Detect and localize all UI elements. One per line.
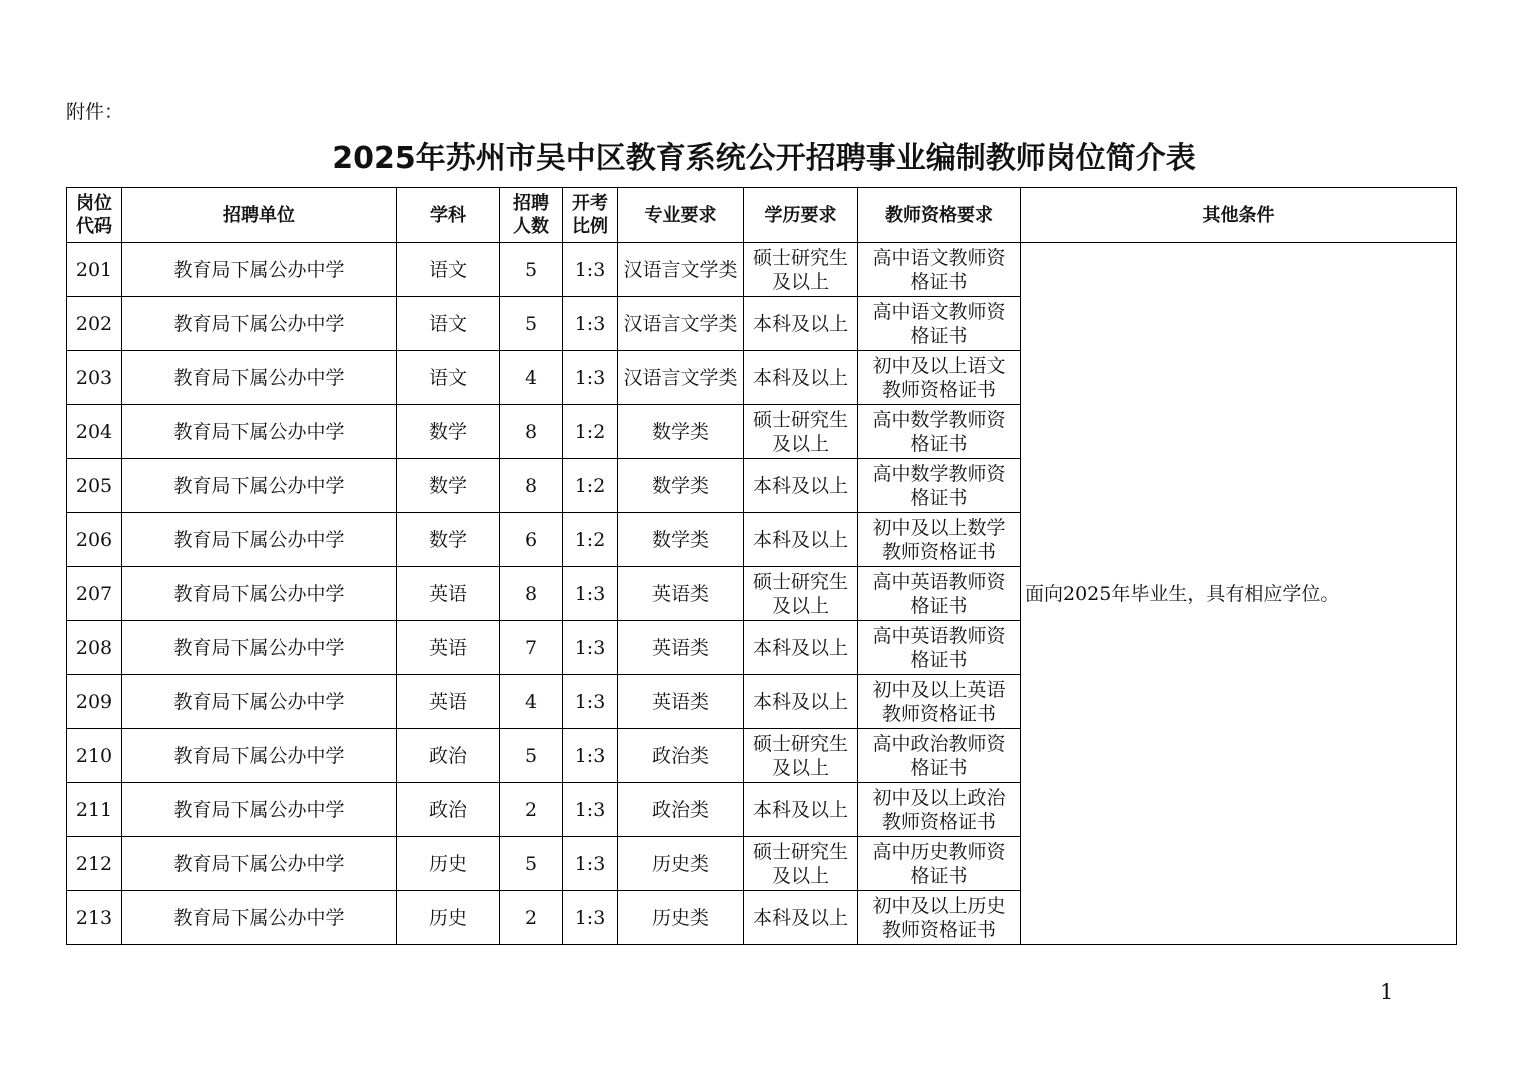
subject-cell: 历史 — [397, 837, 500, 891]
position-code-cell: 205 — [67, 459, 122, 513]
education-cell — [744, 405, 858, 459]
qualification-line1: 高中政治教师资 — [872, 732, 1006, 755]
header-exam-ratio-line2: 比例 — [572, 216, 608, 237]
qualification-line1: 高中英语教师资 — [872, 570, 1006, 593]
qualification-line2: 教师资格证书 — [881, 810, 996, 833]
major-cell: 数学类 — [618, 513, 744, 567]
education-line1: 本科及以上 — [752, 798, 848, 821]
subject-cell: 政治 — [397, 783, 500, 837]
major-cell: 数学类 — [618, 459, 744, 513]
qualification-line2: 格证书 — [910, 648, 968, 671]
recruiting-unit-cell: 教育局下属公办中学 — [122, 837, 397, 891]
education-cell — [744, 783, 858, 837]
qualification-cell — [858, 567, 1021, 621]
education-line2: 及以上 — [771, 864, 829, 887]
qualification-line1: 高中英语教师资 — [872, 624, 1006, 647]
education-cell — [744, 513, 858, 567]
major-cell: 英语类 — [618, 675, 744, 729]
education-line1: 本科及以上 — [752, 690, 848, 713]
education-cell — [744, 567, 858, 621]
recruiting-unit-cell: 教育局下属公办中学 — [122, 621, 397, 675]
qualification-cell — [858, 621, 1021, 675]
qualification-line1: 初中及以上历史 — [872, 894, 1006, 917]
qualification-line2: 教师资格证书 — [881, 378, 996, 401]
exam-ratio-cell: 1:3 — [563, 351, 618, 405]
major-cell: 政治类 — [618, 729, 744, 783]
qualification-line1: 初中及以上英语 — [872, 678, 1006, 701]
qualification-line2: 格证书 — [910, 756, 968, 779]
qualification-line2: 教师资格证书 — [881, 540, 996, 563]
recruit-count-cell: 8 — [500, 405, 563, 459]
qualification-cell — [858, 891, 1021, 945]
education-line1: 本科及以上 — [752, 366, 848, 389]
exam-ratio-cell: 1:3 — [563, 837, 618, 891]
recruiting-unit-cell: 教育局下属公办中学 — [122, 459, 397, 513]
exam-ratio-cell: 1:3 — [563, 243, 618, 297]
exam-ratio-cell: 1:3 — [563, 675, 618, 729]
major-cell: 英语类 — [618, 621, 744, 675]
qualification-line1: 高中数学教师资 — [872, 462, 1006, 485]
header-recruit-count-line1: 招聘 — [513, 193, 549, 214]
table-header — [67, 188, 1457, 243]
qualification-line1: 高中语文教师资 — [872, 300, 1006, 323]
position-code-cell: 209 — [67, 675, 122, 729]
position-code-cell: 202 — [67, 297, 122, 351]
exam-ratio-cell: 1:3 — [563, 891, 618, 945]
position-code-cell: 210 — [67, 729, 122, 783]
subject-cell: 语文 — [397, 297, 500, 351]
recruit-count-cell: 5 — [500, 729, 563, 783]
header-education: 学历要求 — [744, 188, 858, 243]
position-code-cell: 208 — [67, 621, 122, 675]
attachment-label: 附件： — [66, 101, 124, 123]
recruiting-unit-cell: 教育局下属公办中学 — [122, 297, 397, 351]
major-cell: 英语类 — [618, 567, 744, 621]
education-cell — [744, 459, 858, 513]
exam-ratio-cell: 1:2 — [563, 513, 618, 567]
table-body — [67, 243, 1457, 945]
qualification-cell — [858, 837, 1021, 891]
qualification-cell — [858, 729, 1021, 783]
qualification-cell — [858, 297, 1021, 351]
education-cell — [744, 243, 858, 297]
recruit-count-cell: 8 — [500, 459, 563, 513]
exam-ratio-cell: 1:3 — [563, 297, 618, 351]
page-number: 1 — [1380, 980, 1394, 1004]
recruiting-unit-cell: 教育局下属公办中学 — [122, 405, 397, 459]
recruit-count-cell: 4 — [500, 675, 563, 729]
position-code-cell: 207 — [67, 567, 122, 621]
position-code-cell: 201 — [67, 243, 122, 297]
recruiting-unit-cell: 教育局下属公办中学 — [122, 513, 397, 567]
education-line1: 本科及以上 — [752, 312, 848, 335]
qualification-cell — [858, 243, 1021, 297]
recruit-count-cell: 2 — [500, 783, 563, 837]
qualification-line2: 格证书 — [910, 594, 968, 617]
major-cell: 历史类 — [618, 891, 744, 945]
education-line1: 硕士研究生 — [752, 408, 848, 431]
education-line1: 本科及以上 — [752, 636, 848, 659]
education-line2: 及以上 — [771, 270, 829, 293]
education-line1: 硕士研究生 — [752, 570, 848, 593]
recruiting-unit-cell: 教育局下属公办中学 — [122, 675, 397, 729]
subject-cell: 英语 — [397, 567, 500, 621]
recruiting-unit-cell: 教育局下属公办中学 — [122, 243, 397, 297]
header-other-conditions: 其他条件 — [1021, 188, 1457, 243]
subject-cell: 语文 — [397, 351, 500, 405]
header-position-code-line1: 岗位 — [76, 193, 112, 214]
subject-cell: 数学 — [397, 405, 500, 459]
recruiting-unit-cell: 教育局下属公办中学 — [122, 729, 397, 783]
qualification-line1: 高中语文教师资 — [872, 246, 1006, 269]
qualification-line2: 格证书 — [910, 486, 968, 509]
education-line1: 硕士研究生 — [752, 246, 848, 269]
position-code-cell: 212 — [67, 837, 122, 891]
table-row — [67, 243, 1457, 297]
header-recruit-count — [500, 188, 563, 243]
qualification-line2: 教师资格证书 — [881, 702, 996, 725]
header-subject: 学科 — [397, 188, 500, 243]
qualification-line2: 教师资格证书 — [881, 918, 996, 941]
page-title: 2025年苏州市吴中区教育系统公开招聘事业编制教师岗位简介表 — [332, 141, 1196, 176]
exam-ratio-cell: 1:3 — [563, 729, 618, 783]
education-cell — [744, 675, 858, 729]
exam-ratio-cell: 1:2 — [563, 459, 618, 513]
position-code-cell: 204 — [67, 405, 122, 459]
header-position-code — [67, 188, 122, 243]
education-line1: 本科及以上 — [752, 528, 848, 551]
recruiting-unit-cell: 教育局下属公办中学 — [122, 783, 397, 837]
recruit-count-cell: 5 — [500, 297, 563, 351]
education-line1: 硕士研究生 — [752, 840, 848, 863]
exam-ratio-cell: 1:3 — [563, 621, 618, 675]
recruit-count-cell: 4 — [500, 351, 563, 405]
header-exam-ratio — [563, 188, 618, 243]
qualification-cell — [858, 405, 1021, 459]
education-line2: 及以上 — [771, 594, 829, 617]
exam-ratio-cell: 1:3 — [563, 783, 618, 837]
qualification-line2: 格证书 — [910, 864, 968, 887]
recruiting-unit-cell: 教育局下属公办中学 — [122, 567, 397, 621]
qualification-line2: 格证书 — [910, 270, 968, 293]
education-cell — [744, 837, 858, 891]
recruit-count-cell: 5 — [500, 243, 563, 297]
exam-ratio-cell: 1:2 — [563, 405, 618, 459]
recruit-count-cell: 5 — [500, 837, 563, 891]
education-cell — [744, 297, 858, 351]
qualification-line2: 格证书 — [910, 324, 968, 347]
exam-ratio-cell: 1:3 — [563, 567, 618, 621]
recruiting-unit-cell: 教育局下属公办中学 — [122, 891, 397, 945]
education-cell — [744, 351, 858, 405]
education-cell — [744, 729, 858, 783]
major-cell: 汉语言文学类 — [618, 297, 744, 351]
major-cell: 政治类 — [618, 783, 744, 837]
subject-cell: 政治 — [397, 729, 500, 783]
recruit-count-cell: 8 — [500, 567, 563, 621]
header-position-code-line2: 代码 — [76, 216, 112, 237]
education-line2: 及以上 — [771, 432, 829, 455]
other-conditions-cell: 面向2025年毕业生，具有相应学位。 — [1021, 243, 1457, 945]
header-qualification: 教师资格要求 — [858, 188, 1021, 243]
header-recruiting-unit: 招聘单位 — [122, 188, 397, 243]
qualification-cell — [858, 783, 1021, 837]
subject-cell: 英语 — [397, 621, 500, 675]
qualification-cell — [858, 459, 1021, 513]
recruit-count-cell: 6 — [500, 513, 563, 567]
header-exam-ratio-line1: 开考 — [572, 193, 608, 214]
subject-cell: 英语 — [397, 675, 500, 729]
subject-cell: 数学 — [397, 513, 500, 567]
position-code-cell: 203 — [67, 351, 122, 405]
qualification-line1: 初中及以上政治 — [872, 786, 1006, 809]
qualification-line1: 初中及以上数学 — [872, 516, 1006, 539]
major-cell: 数学类 — [618, 405, 744, 459]
qualification-cell — [858, 351, 1021, 405]
header-recruit-count-line2: 人数 — [513, 216, 549, 237]
education-line1: 硕士研究生 — [752, 732, 848, 755]
subject-cell: 语文 — [397, 243, 500, 297]
recruiting-unit-cell: 教育局下属公办中学 — [122, 351, 397, 405]
qualification-line1: 高中数学教师资 — [872, 408, 1006, 431]
major-cell: 汉语言文学类 — [618, 243, 744, 297]
positions-table — [66, 187, 1457, 945]
position-code-cell: 206 — [67, 513, 122, 567]
recruit-count-cell: 2 — [500, 891, 563, 945]
qualification-cell — [858, 513, 1021, 567]
education-line2: 及以上 — [771, 756, 829, 779]
major-cell: 历史类 — [618, 837, 744, 891]
qualification-cell — [858, 675, 1021, 729]
qualification-line1: 高中历史教师资 — [872, 840, 1006, 863]
subject-cell: 数学 — [397, 459, 500, 513]
education-line1: 本科及以上 — [752, 474, 848, 497]
subject-cell: 历史 — [397, 891, 500, 945]
position-code-cell: 211 — [67, 783, 122, 837]
recruit-count-cell: 7 — [500, 621, 563, 675]
header-major: 专业要求 — [618, 188, 744, 243]
major-cell: 汉语言文学类 — [618, 351, 744, 405]
position-code-cell: 213 — [67, 891, 122, 945]
education-line1: 本科及以上 — [752, 906, 848, 929]
education-cell — [744, 891, 858, 945]
qualification-line2: 格证书 — [910, 432, 968, 455]
qualification-line1: 初中及以上语文 — [872, 354, 1006, 377]
education-cell — [744, 621, 858, 675]
